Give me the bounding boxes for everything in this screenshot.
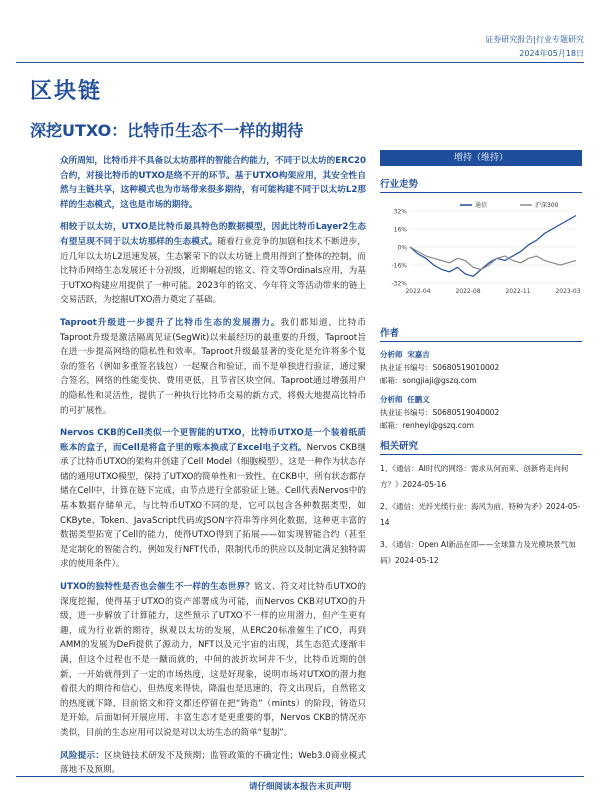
x-tick-label: 2022-08 <box>455 288 481 295</box>
header-divider <box>16 62 584 63</box>
analyst-0-role: 分析师 <box>380 350 403 359</box>
p2-body: 我们都知道，比特币Taproot升级是激活隔离见证(SegWit)以来最经历的最重要的升级，Taproot旨在进一步提高网络的隐私性和效率。Taproot升级最显著的变化是允许将多个复杂的签名（例如多重签名钱包）一起聚合和验证，而不是单独进行验证，通过聚合签名，网络的性能变快、费用更低，且节省区块空间。Taproot通过增强用户的隐私性和灵活性，提供了一种执行比特币交易的新方式，将极大地提高比特币的可扩展性。 <box>60 317 366 416</box>
rating-badge: 增持（维持） <box>380 150 582 166</box>
analyst-1 <box>380 393 582 432</box>
summary-paragraph-0 <box>60 154 366 212</box>
analyst-1-name: 任鹏义 <box>407 395 430 404</box>
series-line-0 <box>410 216 576 277</box>
risk-body: 区块链技术研发不及预期；监管政策的不确定性；Web3.0商业模式落地不及预期。 <box>60 750 366 776</box>
summary-paragraph-1 <box>60 220 366 308</box>
analyst-1-email[interactable]: 邮箱：renheyi@gszq.com <box>380 421 474 430</box>
p2-lead: Taproot升级进一步提升了比特币生态的发展潜力。 <box>60 317 281 328</box>
summary-paragraph-2 <box>60 316 366 418</box>
related-2[interactable]: 3、《通信：Open AI新品在即——全球算力及光模块景气加码》2024-05-12 <box>380 540 576 565</box>
analyst-0 <box>380 348 582 387</box>
sector-name: 区块链 <box>30 79 103 104</box>
x-tick-label: 2023-03 <box>555 288 581 295</box>
y-tick-label: 0% <box>397 244 407 252</box>
report-type: 证券研究报告|行业专题研究 <box>485 35 584 44</box>
related-heading: 相关研究 <box>380 438 582 455</box>
legend-label: 沪深300 <box>535 202 559 209</box>
p4-lead: UTXO的独特性是否也会催生不一样的生态世界？ <box>60 582 255 593</box>
y-tick-label: 16% <box>393 226 407 234</box>
trend-chart <box>380 199 582 299</box>
trend-heading: 行业走势 <box>380 176 582 193</box>
p3-lead: Nervos CKB的Cell类似一个更智能的UTXO，比特币UTXO是一个装着纸质账本的盒子，而Cell是将盒子里的账本换成了Excel电子文档。 <box>60 428 366 453</box>
analyst-0-name: 宋嘉吉 <box>407 350 430 359</box>
p3-body: Nervos CKB继承了比特币UTXO的架构并创建了Cell Model（细胞模型），这是一种作为状态存储的通用UTXO模型，保持了UTXO的简单性和一致性。在CKB中，所有状态都存储在Cell中，计算在链下完成，由节点进行全部验证上链。Cell代表Nervos中的基本数据存储单元，与比特币UTXO不同的是，它可以包含各种数据类型，如CKByte、Token、JavaScript代码或JSON字符串等序列化数据，这种更丰富的数据类型拓宽了Cell的能力，使得UTXO得到了拓展——如实现智能合约（甚至是定制化的智能合约，例如发行NFT代币，限制代币的供应以及制定满足独特需求的使用条件）。 <box>60 442 366 570</box>
y-tick-label: 32% <box>393 208 407 216</box>
y-tick-label: -32% <box>391 280 407 288</box>
risk-paragraph <box>60 749 366 778</box>
analyst-1-role: 分析师 <box>380 395 403 404</box>
report-date: 2024年05月18日 <box>519 49 584 58</box>
report-title: 深挖UTXO：比特币生态不一样的期待 <box>30 121 304 140</box>
related-0[interactable]: 1、《通信：AI时代的网络：需求从何而来、创新将走向何方？》2024-05-16 <box>380 464 569 489</box>
p4-body: 铭文、符文对比特币UTXO的深度挖掘，使得基于UTXO的资产部署成为可能，而Nervos CKB对UTXO的升级，进一步解放了计算能力，这些预示了UTXO不一样的应用潜力，但产生更有趣，成为行业新的期待，纵观以太坊的发展，从ERC20标准催生了ICO，再到AMM的发展为DeFi提供了源动力，NFT以及元宇宙的出现，其生态范式逐渐丰满，但这个过程也不是一蹴而就的，中间的波折坎坷并不少，比特币近期的创新，一开始就得到了一定的市场热度，这是好现象，说明市场对UTXO的潜力抱着很大的期待和信心，但热度来得快，降温也是迅速的，符文出现后，自然铭文的热度就下降，目前铭文和符文都还停留在把“铸造”（mints）的阶段，铸造只是开始，后面如何开展应用、丰富生态才是更重要的事，Nervos CKB的情况亦类似，目前的生态应用可以说是对以太坊生态的简单“复制”。 <box>60 582 366 738</box>
analyst-0-cert: 执业证书编号：S0680519010002 <box>380 363 500 372</box>
p0-body: 众所周知，比特币并不具备以太坊那样的智能合约能力，不同于以太坊的ERC20合约，对接比特币的UTXO是绕不开的环节。基于UTXO构架应用，其安全性自然与主链共享，这种模式也为市场带来很多期待，有可能构建不同于以太坊L2那样的生态模式，这也是市场的期待。 <box>60 156 366 210</box>
footer-divider <box>16 776 584 777</box>
trend-chart-svg <box>380 199 582 299</box>
summary-paragraph-3 <box>60 426 366 572</box>
summary-paragraph-4 <box>60 580 366 741</box>
analyst-1-cert: 执业证书编号：S0680519040002 <box>380 408 500 417</box>
risk-lead: 风险提示： <box>60 750 105 761</box>
legend-label: 通信 <box>475 202 488 209</box>
analyst-heading: 作者 <box>380 325 582 342</box>
sidebar <box>380 150 582 575</box>
summary-column <box>60 154 366 786</box>
p1-body: 随着行业竞争的加剧和技术不断进步，近几年以太坊L2迅速发展，生态繁荣下的以太坊链上费用得到了整体的控制，而比特币网络生态发展还十分初级，近期崛起的铭文、符文等Ordinals应用，为基于UTXO构建应用提供了一种可能。2023年的铭文、今年符文等活动带来的链上交易活跃，为挖掘UTXO潜力奠定了基础。 <box>60 236 366 306</box>
analyst-0-email[interactable]: 邮箱：songjiaji@gszq.com <box>380 376 477 385</box>
p1-lead: 相较于以太坊，UTXO是比特币最具特色的数据模型，因此比特币Layer2生态有望呈现不同于以太坊那样的生态模式。 <box>60 222 366 247</box>
x-tick-label: 2022-04 <box>405 288 431 295</box>
related-1[interactable]: 2、《通信：光纤光缆行业：海风为前、特种为矛》2024-05-14 <box>380 502 581 527</box>
y-tick-label: -16% <box>391 262 407 270</box>
footer-note: 请仔细阅读本报告末页声明 <box>248 782 351 792</box>
x-tick-label: 2022-11 <box>505 288 531 295</box>
